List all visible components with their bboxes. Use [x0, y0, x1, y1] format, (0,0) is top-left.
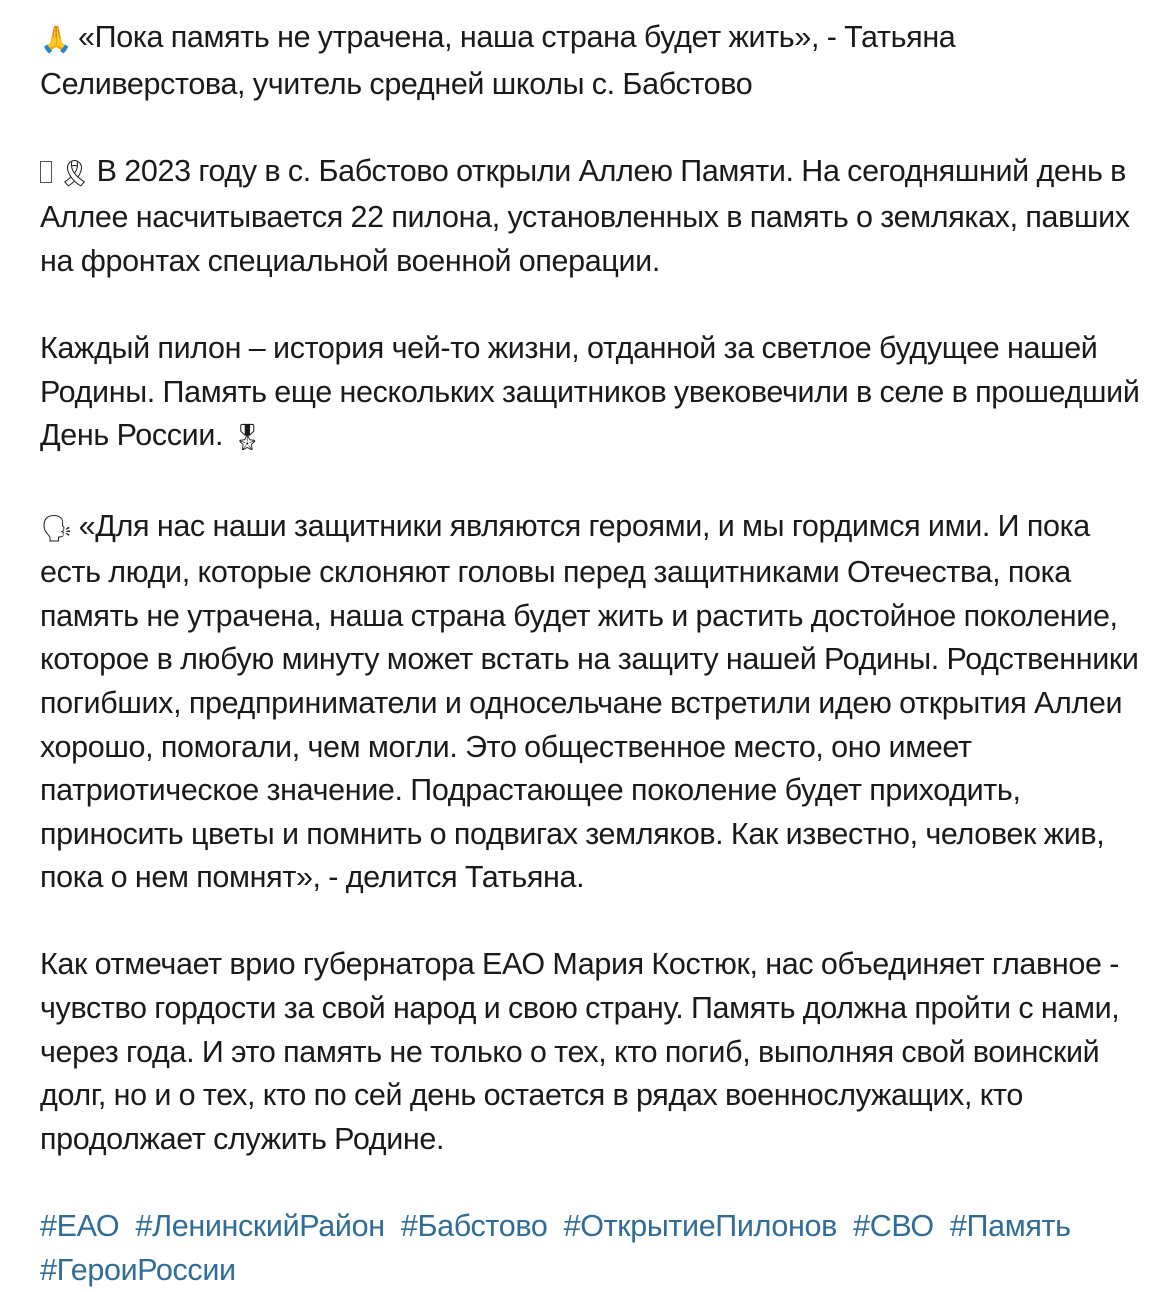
medal-icon: 🎖	[230, 423, 264, 454]
quote-paragraph	[40, 505, 1151, 900]
hashtag-pamyat[interactable]: #Память	[949, 1209, 1071, 1244]
hashtag-babstovo[interactable]: #Бабстово	[400, 1209, 548, 1244]
pylon-paragraph	[40, 327, 1151, 461]
praying-hands-icon: 🙏	[40, 25, 73, 55]
missing-glyph-icon	[40, 161, 52, 183]
hashtag-otkrytie-pilonov[interactable]: #ОткрытиеПилонов	[563, 1209, 837, 1244]
hashtag-svo[interactable]: #СВО	[853, 1209, 934, 1244]
hashtag-geroi-rossii[interactable]: #ГероиРоссии	[40, 1252, 236, 1287]
intro-paragraph	[40, 16, 1151, 106]
governor-text: Как отмечает врио губернатора ЕАО Мария Костюк, нас объединяет главное - чувство гордости за свой народ и свою страну. Память должна пройти с нами, через года. И это память не только о тех, кто погиб, выполняя свой воинский долг, но и о тех, кто по сей день остается в рядах военнослужащих, кто продолжает служить Родине.	[40, 947, 1120, 1156]
pylon-text: Каждый пилон – история чей-то жизни, отданной за светлое будущее нашей Родины. Память еще нескольких защитников увековечили в селе в прошедший День России.	[40, 331, 1140, 453]
alley-paragraph	[40, 150, 1151, 284]
hashtag-eao[interactable]: #ЕАО	[40, 1209, 120, 1244]
hashtags	[40, 1205, 1151, 1292]
speaking-head-icon: 🗣	[40, 513, 73, 544]
hashtag-leninsky-rayon[interactable]: #ЛенинскийРайон	[135, 1209, 385, 1244]
intro-text: «Пока память не утрачена, наша страна будет жить», - Татьяна Селиверстова, учитель средней школы с. Бабстово	[40, 20, 956, 101]
yellow-ribbon-icon: 🎗	[58, 158, 91, 189]
governor-paragraph	[40, 943, 1151, 1161]
quote-text: «Для нас наши защитники являются героями, и мы гордимся ими. И пока есть люди, которые склоняют головы перед защитниками Отечества, пока память не утрачена, наша страна будет жить и растить достойное поколение, которое в любую минуту может встать на защиту нашей Родины. Родственники погибших, предприниматели и односельчане встретили идею открытия Аллеи хорошо, помогали, чем могли. Это общественное место, оно имеет патриотическое значение. Подрастающее поколение будет приходить, приносить цветы и помнить о подвигах земляков. Как известно, человек жив, пока о нем помнят», - делится Татьяна.	[40, 508, 1139, 895]
alley-text: В 2023 году в с. Бабстово открыли Аллею Памяти. На сегодняшний день в Аллее насчитывается 22 пилона, установленных в память о земляках, павших на фронтах специальной военной операции.	[40, 153, 1130, 278]
